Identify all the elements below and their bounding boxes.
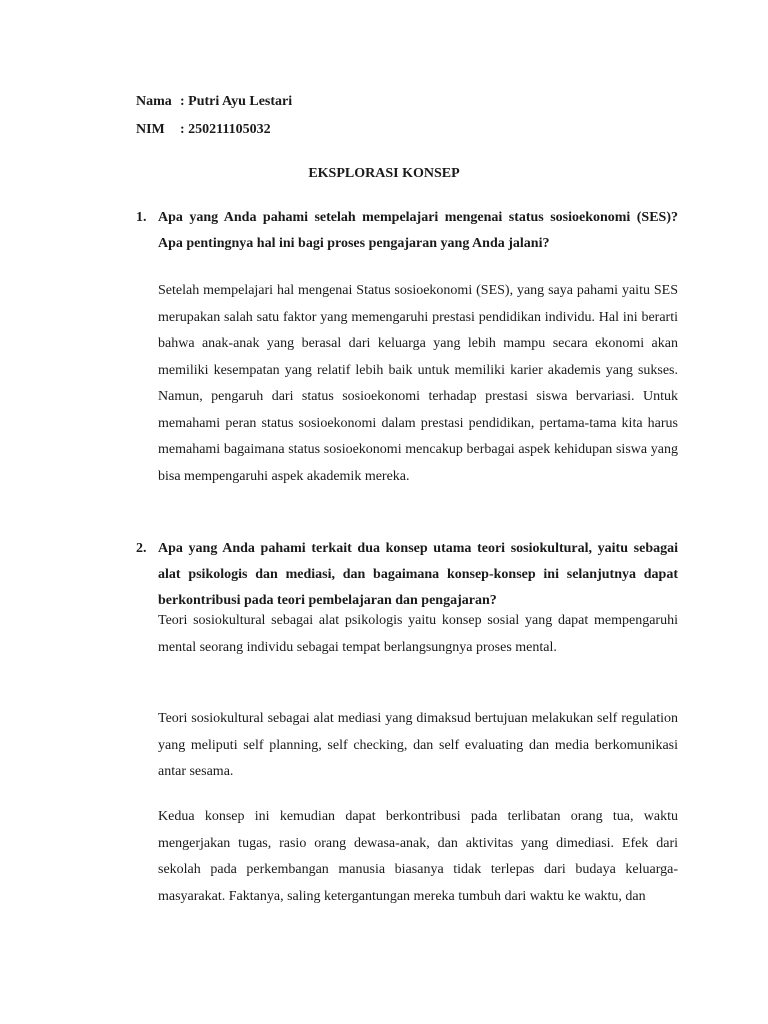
answer-paragraph: Teori sosiokultural sebagai alat psikologis yaitu konsep sosial yang dapat mempengaruhi mental seorang individu sebagai tempat berlangsungnya proses mental. [158,613,678,655]
answer-paragraph: Kedua konsep ini kemudian dapat berkontribusi pada terlibatan orang tua, waktu mengerjakan tugas, rasio orang dewasa-anak, dan aktivitas yang dimediasi. Efek dari sekolah pada perkembangan manusia biasanya tidak terlepas dari budaya keluarga-masyarakat. Faktanya, saling ketergantungan mereka tumbuh dari waktu ke waktu, dan [158,809,678,904]
question-text: Apa yang Anda pahami terkait dua konsep utama teori sosiokultural, yaitu sebagai alat psikologis dan mediasi, dan bagaimana konsep-konsep ini selanjutnya dapat berkontribusi pada teori pembelajaran dan pengajaran? [158,541,678,608]
question-number: 2. [136,541,147,556]
name-label: Nama [136,94,172,109]
answer-paragraph: Setelah mempelajari hal mengenai Status sosioekonomi (SES), yang saya pahami yaitu SES merupakan salah satu faktor yang memengaruhi prestasi pendidikan individu. Hal ini berarti bahwa anak-anak yang berasal dari keluarga yang lebih mampu secara ekonomi akan memiliki kesempatan yang relatif lebih baik untuk memiliki karier akademis yang sukses. Namun, pengaruh dari status sosioekonomi terhadap prestasi siswa bervariasi. Untuk memahami peran status sosioekonomi dalam prestasi pendidikan, pertama-tama kita harus memahami bagaimana status sosioekonomi mencakup berbagai aspek kehidupan siswa yang bisa mempengaruhi aspek akademik mereka. [158,283,678,484]
question-number: 1. [136,210,147,225]
document-title: EKSPLORASI KONSEP [308,166,460,181]
student-id-value: : 250211105032 [180,122,271,137]
answer-paragraph: Teori sosiokultural sebagai alat mediasi yang dimaksud bertujuan melakukan self regulation yang meliputi self planning, self checking, dan self evaluating dan media berkomunikasi antar sesama. [158,711,678,779]
question-2 [136,536,678,614]
question-1 [136,205,678,257]
student-id-label: NIM [136,122,165,137]
student-id-line [136,120,271,140]
student-name-line [136,92,292,112]
question-text: Apa yang Anda pahami setelah mempelajari mengenai status sosioekonomi (SES)? Apa pentingnya hal ini bagi proses pengajaran yang Anda jalani? [158,210,678,251]
name-value: : Putri Ayu Lestari [180,94,293,109]
